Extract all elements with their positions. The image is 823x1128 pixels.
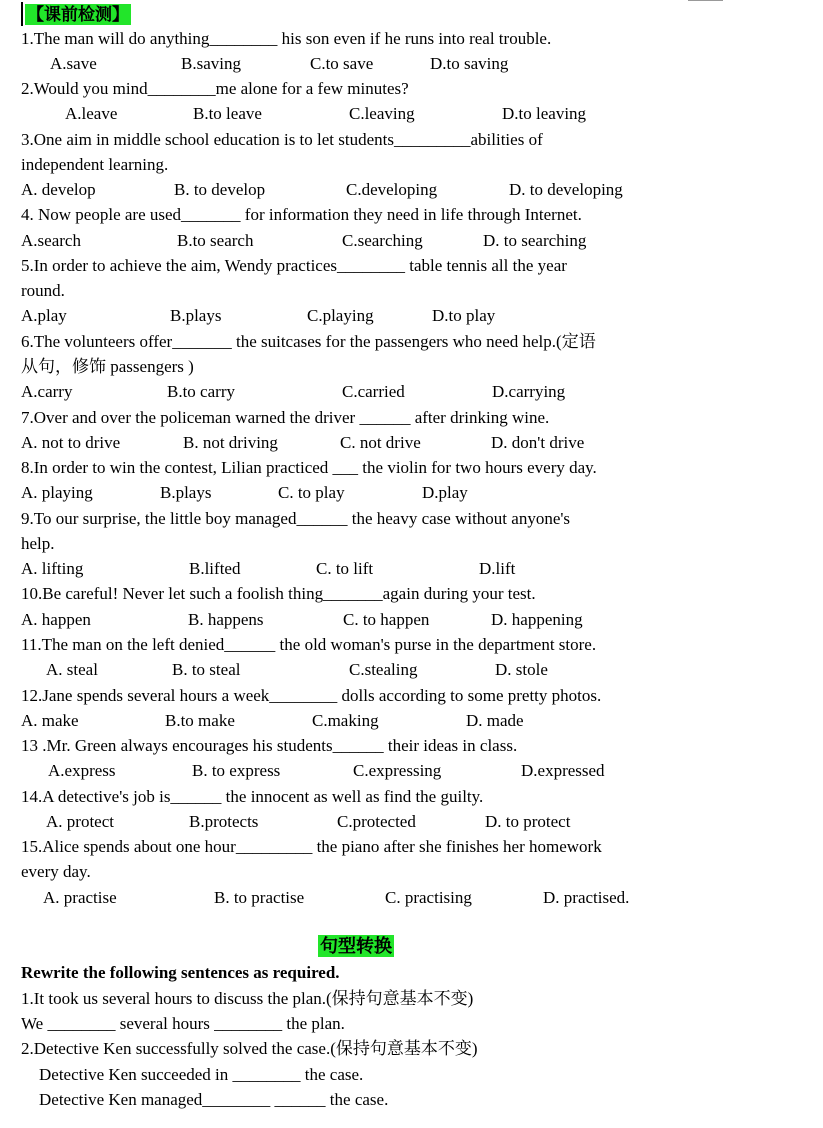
q3-option-a: A. develop	[21, 180, 96, 199]
q10-option-a: A. happen	[21, 610, 91, 629]
q6-option-d: D.carrying	[492, 382, 566, 401]
q1-option-c: C.to save	[310, 54, 374, 73]
rewrite-1-prompt: 1.It took us several hours to discuss the plan.(保持句意基本不变)	[21, 989, 474, 1008]
question-5-cont: round.	[21, 281, 65, 300]
rewrite-2-answer-b: Detective Ken managed________ ______ the case.	[39, 1090, 389, 1109]
q4-option-b: B.to search	[177, 231, 254, 250]
question-1-stem: 1.The man will do anything________ his son even if he runs into real trouble.	[21, 29, 552, 48]
rewrite-1-answer: We ________ several hours ________ the plan.	[21, 1014, 345, 1033]
question-11-stem: 11.The man on the left denied______ the old woman's purse in the department store.	[21, 635, 597, 654]
q15-option-b: B. to practise	[214, 888, 305, 907]
q6-option-b: B.to carry	[167, 382, 235, 401]
q5-option-b: B.plays	[170, 306, 222, 325]
q1-option-d: D.to saving	[430, 54, 509, 73]
q3-option-d: D. to developing	[509, 180, 623, 199]
q8-option-a: A. playing	[21, 483, 93, 502]
q4-option-a: A.search	[21, 231, 81, 250]
header-marker	[21, 2, 23, 26]
rewrite-2-prompt: 2.Detective Ken successfully solved the case.(保持句意基本不变)	[21, 1039, 478, 1058]
q13-option-a: A.express	[48, 761, 116, 780]
q7-option-a: A. not to drive	[21, 433, 121, 452]
question-3-cont: independent learning.	[21, 155, 169, 174]
q9-option-a: A. lifting	[21, 559, 84, 578]
q10-option-b: B. happens	[188, 610, 264, 629]
q6-option-c: C.carried	[342, 382, 405, 401]
question-6-stem: 6.The volunteers offer_______ the suitcases for the passengers who need help.(定语	[21, 332, 596, 351]
q5-option-a: A.play	[21, 306, 67, 325]
q15-option-d: D. practised.	[543, 888, 630, 907]
q2-option-b: B.to leave	[193, 104, 262, 123]
q8-option-d: D.play	[422, 483, 468, 502]
question-5-stem: 5.In order to achieve the aim, Wendy practices________ table tennis all the year	[21, 256, 567, 275]
q1-option-b: B.saving	[181, 54, 241, 73]
q2-option-d: D.to leaving	[502, 104, 587, 123]
question-15-stem: 15.Alice spends about one hour_________ the piano after she finishes her homework	[21, 837, 602, 856]
section-2-instruction: Rewrite the following sentences as required.	[21, 963, 340, 982]
q12-option-c: C.making	[312, 711, 379, 730]
section-2-title: 句型转换	[320, 936, 392, 956]
q10-option-d: D. happening	[491, 610, 583, 629]
q14-option-b: B.protects	[189, 812, 259, 831]
question-15-cont: every day.	[21, 862, 91, 881]
q14-option-a: A. protect	[46, 812, 114, 831]
q11-option-c: C.stealing	[349, 660, 418, 679]
question-12-stem: 12.Jane spends several hours a week________ dolls according to some pretty photos.	[21, 686, 602, 705]
question-14-stem: 14.A detective's job is______ the innocent as well as find the guilty.	[21, 787, 484, 806]
q12-option-b: B.to make	[165, 711, 235, 730]
q12-option-a: A. make	[21, 711, 79, 730]
question-2-stem: 2.Would you mind________me alone for a few minutes?	[21, 79, 409, 98]
q11-option-b: B. to steal	[172, 660, 241, 679]
q13-option-d: D.expressed	[521, 761, 605, 780]
q15-option-c: C. practising	[385, 888, 472, 907]
q14-option-d: D. to protect	[485, 812, 571, 831]
q7-option-b: B. not driving	[183, 433, 278, 452]
section-header: 【课前检测】	[27, 5, 129, 24]
question-8-stem: 8.In order to win the contest, Lilian practiced ___ the violin for two hours every day.	[21, 458, 597, 477]
q7-option-d: D. don't drive	[491, 433, 585, 452]
q10-option-c: C. to happen	[343, 610, 430, 629]
q13-option-b: B. to express	[192, 761, 281, 780]
question-7-stem: 7.Over and over the policeman warned the driver ______ after drinking wine.	[21, 408, 550, 427]
q8-option-c: C. to play	[278, 483, 345, 502]
q12-option-d: D. made	[466, 711, 524, 730]
q5-option-d: D.to play	[432, 306, 496, 325]
q15-option-a: A. practise	[43, 888, 117, 907]
q11-option-d: D. stole	[495, 660, 548, 679]
question-3-stem: 3.One aim in middle school education is to let students_________abilities of	[21, 130, 543, 149]
q2-option-c: C.leaving	[349, 104, 415, 123]
q9-option-d: D.lift	[479, 559, 516, 578]
question-6-cont: 从句，修饰 passengers )	[21, 357, 194, 376]
q4-option-c: C.searching	[342, 231, 423, 250]
q1-option-a: A.save	[50, 54, 97, 73]
q2-option-a: A.leave	[65, 104, 118, 123]
q3-option-c: C.developing	[346, 180, 438, 199]
q6-option-a: A.carry	[21, 382, 73, 401]
q4-option-d: D. to searching	[483, 231, 587, 250]
q14-option-c: C.protected	[337, 812, 416, 831]
question-10-stem: 10.Be careful! Never let such a foolish thing_______again during your test.	[21, 584, 536, 603]
rewrite-2-answer-a: Detective Ken succeeded in ________ the case.	[39, 1065, 364, 1084]
question-13-stem: 13 .Mr. Green always encourages his students______ their ideas in class.	[21, 736, 518, 755]
question-9-cont: help.	[21, 534, 55, 553]
q13-option-c: C.expressing	[353, 761, 442, 780]
q9-option-c: C. to lift	[316, 559, 374, 578]
q5-option-c: C.playing	[307, 306, 374, 325]
question-9-stem: 9.To our surprise, the little boy managed______ the heavy case without anyone's	[21, 509, 571, 528]
question-4-stem: 4. Now people are used_______ for information they need in life through Internet.	[21, 205, 582, 224]
q9-option-b: B.lifted	[189, 559, 241, 578]
q11-option-a: A. steal	[46, 660, 98, 679]
q7-option-c: C. not drive	[340, 433, 421, 452]
q3-option-b: B. to develop	[174, 180, 266, 199]
q8-option-b: B.plays	[160, 483, 212, 502]
top-rule	[688, 0, 723, 1]
